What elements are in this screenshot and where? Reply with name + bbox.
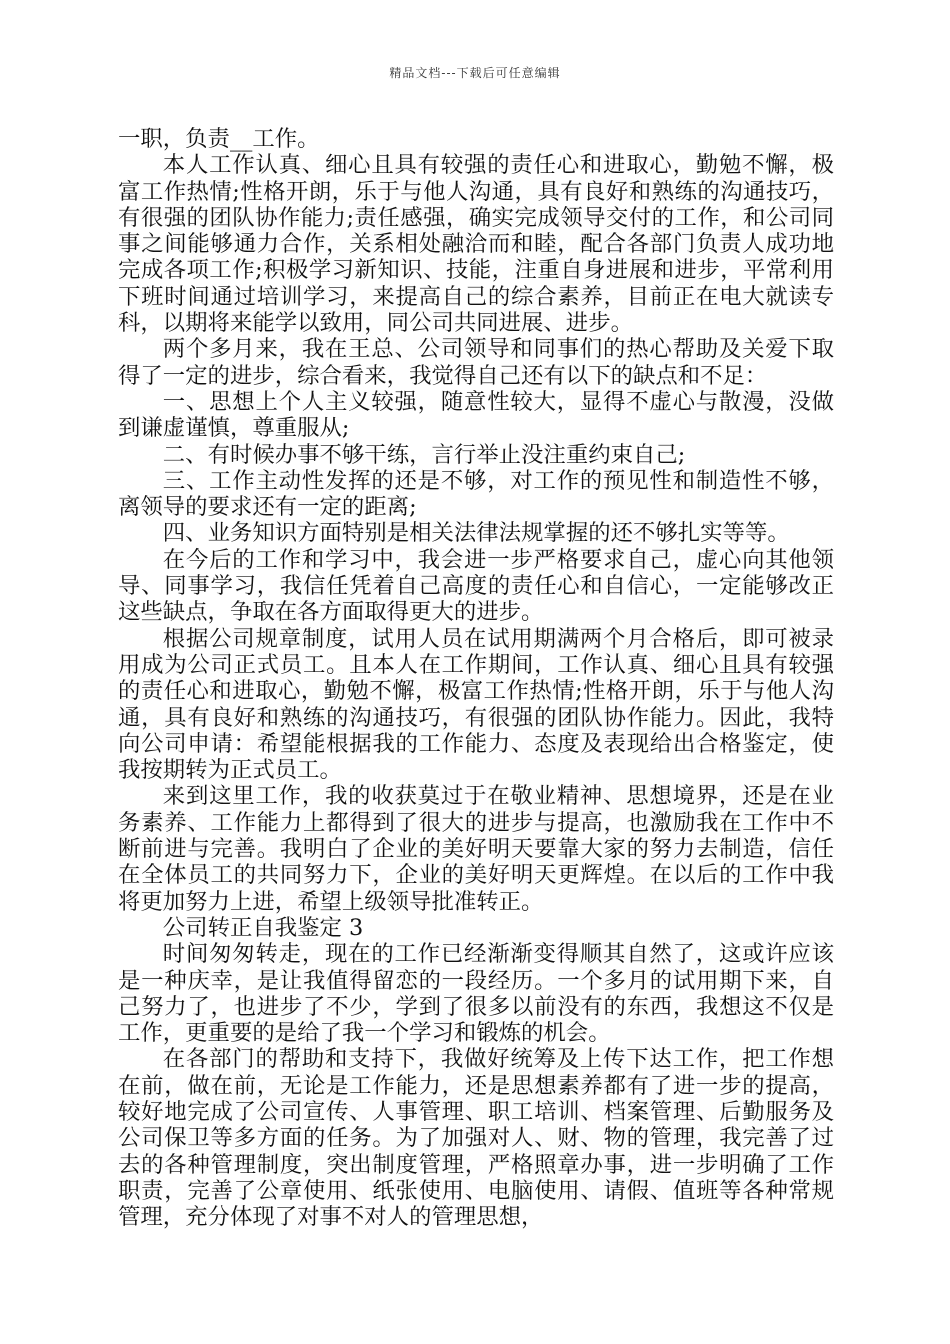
paragraph-8: 在今后的工作和学习中，我会进一步严格要求自己，虚心向其他领导、同事学习，我信任凭着自己高度的责任心和自信心，一定能够改正这些缺点，争取在各方面取得更大的进步。: [118, 546, 834, 626]
paragraph-7: 四、业务知识方面特别是相关法律法规掌握的还不够扎实等等。: [162, 520, 790, 547]
document-body: [118, 126, 834, 1230]
paragraph-2: 本人工作认真、细心且具有较强的责任心和进取心，勤勉不懈，极富工作热情;性格开朗，乐于与他人沟通，具有良好和熟练的沟通技巧，有很强的团队协作能力;责任感强，确实完成领导交付的工作，和公司同事之间能够通力合作，关系相处融洽而和睦，配合各部门负责人成功地完成各项工作;积极学习新知识、技能，注重自身进展和进步，平常利用下班时间通过培训学习，来提高自己的综合素养，目前正在电大就读专科，以期将来能学以致用，同公司共同进展、进步。: [118, 152, 834, 337]
paragraph-3: 两个多月来，我在王总、公司领导和同事们的热心帮助及关爱下取得了一定的进步，综合看来，我觉得自己还有以下的缺点和不足：: [118, 336, 834, 389]
paragraph-9: 根据公司规章制度，试用人员在试用期满两个月合格后，即可被录用成为公司正式员工。且本人在工作期间，工作认真、细心且具有较强的责任心和进取心，勤勉不懈，极富工作热情;性格开朗，乐于与他人沟通，具有良好和熟练的沟通技巧，有很强的团队协作能力。因此，我特向公司申请：希望能根据我的工作能力、态度及表现给出合格鉴定，使我按期转为正式员工。: [118, 625, 834, 784]
paragraph-4: 一、思想上个人主义较强，随意性较大，显得不虚心与散漫，没做到谦虚谨慎，尊重服从;: [118, 388, 834, 442]
paragraph-5: 二、有时候办事不够干练，言行举止没注重约束自己;: [162, 441, 686, 468]
paragraph-13: 在各部门的帮助和支持下，我做好统筹及上传下达工作，把工作想在前，做在前，无论是工作能力，还是思想素养都有了进一步的提高，较好地完成了公司宣传、人事管理、职工培训、档案管理、后勤服务及公司保卫等多方面的任务。为了加强对人、财、物的管理，我完善了过去的各种管理制度，突出制度管理，严格照章办事，进一步明确了工作职责，完善了公章使用、纸张使用、电脑使用、请假、值班等各种常规管理，充分体现了对事不对人的管理思想，: [118, 1046, 834, 1231]
paragraph-10: 来到这里工作，我的收获莫过于在敬业精神、思想境界，还是在业务素养、工作能力上都得到了很大的进步与提高，也激励我在工作中不断前进与完善。我明白了企业的美好明天要靠大家的努力去制造，信任在全体员工的共同努力下，企业的美好明天更辉煌。在以后的工作中我将更加努力上进，希望上级领导批准转正。: [118, 783, 834, 915]
paragraph-12: 时间匆匆转走，现在的工作已经渐渐变得顺其自然了，这或许应该是一种庆幸，是让我值得留恋的一段经历。一个多月的试用期下来，自己努力了，也进步了不少，学到了很多以前没有的东西，我想这不仅是工作，更重要的是给了我一个学习和锻炼的机会。: [118, 941, 834, 1047]
paragraph-6: 三、工作主动性发挥的还是不够，对工作的预见性和制造性不够，离领导的要求还有一定的距离;: [118, 467, 834, 521]
page-header: 精品文档---下载后可任意编辑: [389, 66, 561, 80]
section-heading: 公司转正自我鉴定 3: [162, 914, 364, 941]
paragraph-1: 一职，负责__工作。: [118, 126, 320, 152]
